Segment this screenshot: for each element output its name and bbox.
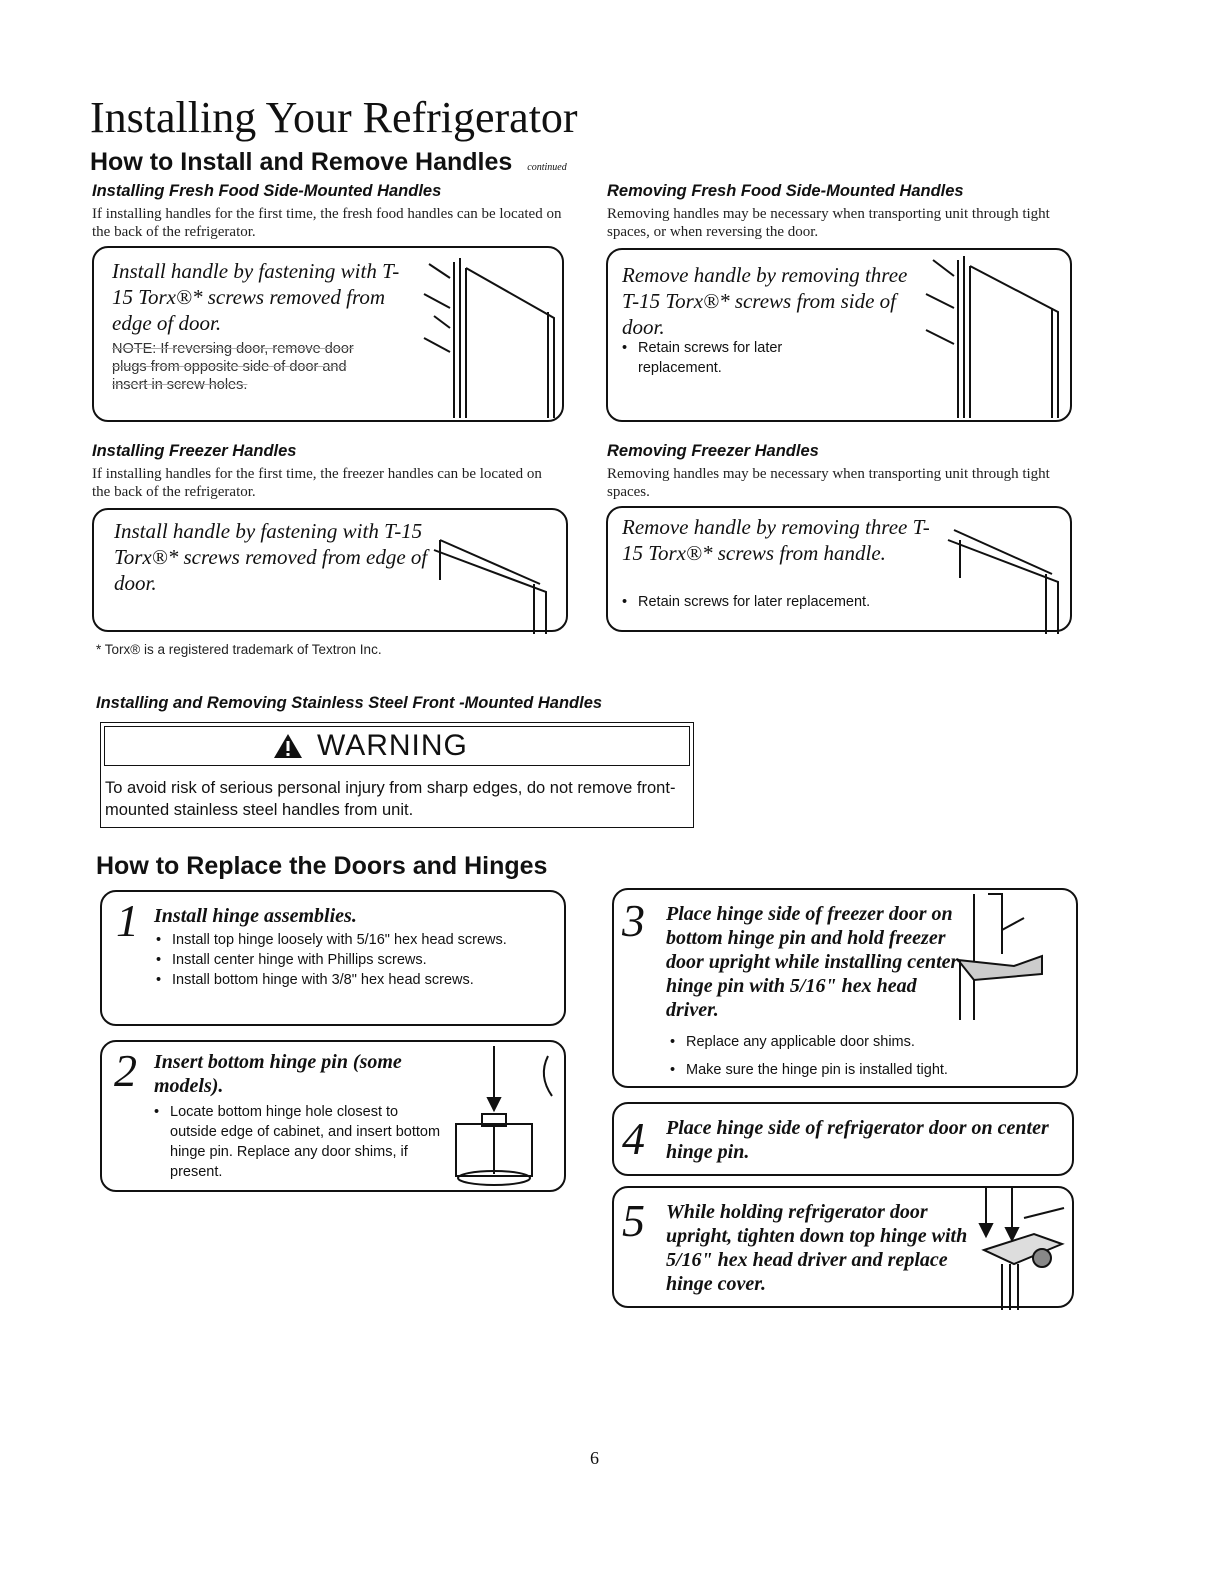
remove-freezer-instruction: Remove handle by removing three T-15 Torx®* screws from handle. [622,515,930,565]
page-number: 6 [590,1448,599,1468]
install-freezer-intro: If installing handles for the first time, the freezer handles can be located on the back of the refrigerator. [92,466,542,500]
step-1-box [100,890,566,1026]
install-freezer-box [92,508,568,632]
install-fresh-instruction: Install handle by fastening with T-15 Torx®* screws removed from edge of door. [112,259,400,335]
step-1-bullet: • Install center hinge with Phillips screws. [150,950,550,970]
step-4-box [612,1102,1074,1176]
install-fresh-note: NOTE: If reversing door, remove door plugs from opposite side of door and insert in screw holes. [112,341,354,393]
install-freezer-title: Installing Freezer Handles [92,442,297,460]
warning-text: To avoid risk of serious personal injury from sharp edges, do not remove front-mounted stainless steel handles from unit. [105,779,676,819]
hinge-pin-illustration [102,1042,568,1194]
warning-header [104,726,690,766]
step-1-bullets [150,930,550,990]
page-title: Installing Your Refrigerator [90,93,578,142]
doors-heading: How to Replace the Doors and Hinges [96,852,548,880]
step-4-number: 4 [622,1113,645,1164]
step-1-number: 1 [116,895,139,946]
step-5-box [612,1186,1074,1308]
warning-triangle-icon [273,733,303,759]
install-freezer-instruction: Install handle by fastening with T-15 Torx®* screws removed from edge of door. [114,519,428,595]
warning-box [100,722,694,828]
install-fresh-title: Installing Fresh Food Side-Mounted Handles [92,182,442,200]
remove-fresh-instruction: Remove handle by removing three T-15 Torx®* screws from side of door. [622,263,908,339]
step-5-title: While holding refrigerator door upright, tighten down top hinge with 5/16" hex head driver and replace hinge cover. [666,1201,968,1295]
remove-fresh-bullet: • Retain screws for later replacement. [616,338,846,378]
step-2-title: Insert bottom hinge pin (some models). [154,1051,402,1097]
step-1-title: Install hinge assemblies. [154,905,357,927]
freezer-handle-remove-illustration [608,508,1074,634]
step-3-box [612,888,1078,1088]
continued-label: continued [527,162,567,173]
torx-footnote: * Torx® is a registered trademark of Textron Inc. [96,642,382,657]
step-3-bullet: • Make sure the hinge pin is installed tight. [664,1060,1064,1080]
remove-freezer-intro: Removing handles may be necessary when transporting unit through tight spaces. [607,466,1050,500]
step-5-number: 5 [622,1195,645,1246]
handles-heading [90,148,567,177]
remove-fresh-intro: Removing handles may be necessary when transporting unit through tight spaces, or when reversing the door. [607,206,1050,240]
top-hinge-illustration [614,1188,1076,1310]
warning-label: WARNING [317,729,468,762]
remove-fresh-title: Removing Fresh Food Side-Mounted Handles [607,182,964,200]
fresh-door-illustration [94,248,566,424]
step-1-bullet: • Install bottom hinge with 3/8" hex head screws. [150,970,550,990]
center-hinge-illustration [614,890,1080,1090]
install-fresh-box [92,246,564,422]
remove-freezer-title: Removing Freezer Handles [607,442,819,460]
step-3-title: Place hinge side of freezer door on bottom hinge pin and hold freezer door upright while installing center hinge pin with 5/16" hex head driver. [666,903,959,1021]
step-1-bullet: • Install top hinge loosely with 5/16" hex head screws. [150,930,550,950]
fresh-door-remove-illustration [608,250,1074,424]
remove-fresh-box [606,248,1072,422]
freezer-handle-illustration [94,510,570,634]
install-fresh-intro: If installing handles for the first time, the fresh food handles can be located on the back of the refrigerator. [92,206,562,240]
remove-freezer-box [606,506,1072,632]
remove-freezer-bullet: • Retain screws for later replacement. [616,592,976,612]
step-3-number: 3 [622,895,645,946]
handles-heading-text: How to Install and Remove Handles [90,148,513,176]
step-2-number: 2 [114,1045,137,1096]
step-4-title: Place hinge side of refrigerator door on center hinge pin. [666,1117,1049,1163]
step-3-bullet: • Replace any applicable door shims. [664,1032,1064,1052]
step-2-bullet: • Locate bottom hinge hole closest to outside edge of cabinet, and insert bottom hinge pin. Replace any door shims, if present. [148,1102,448,1182]
stainless-title: Installing and Removing Stainless Steel Front -Mounted Handles [96,694,603,712]
step-2-box [100,1040,566,1192]
